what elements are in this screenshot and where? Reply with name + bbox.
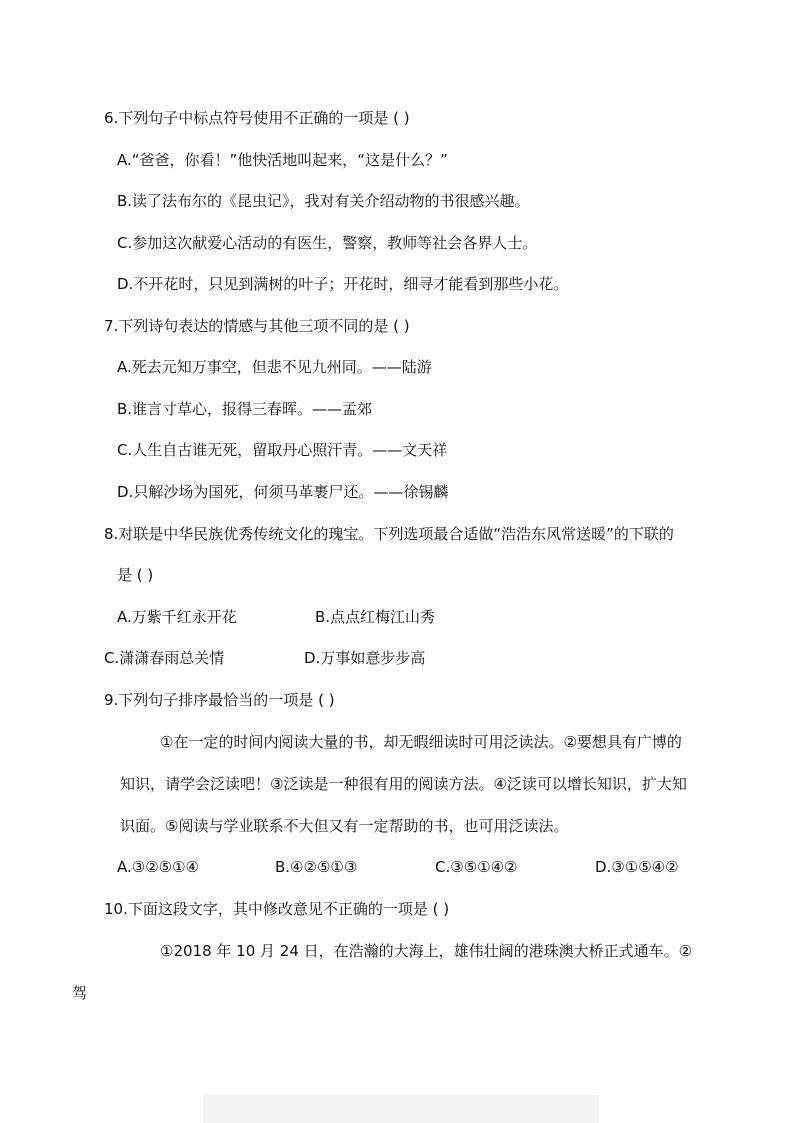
question-9-option-d: D.③①⑤④② <box>595 858 679 876</box>
question-7-option-d: D.只解沙场为国死，何须马革裹尸还。——徐锡麟 <box>117 483 449 501</box>
question-9-option-c: C.③⑤①④② <box>435 858 518 876</box>
question-9-passage-line-3: 识面。⑤阅读与学业联系不大但又有一定帮助的书，也可用泛读法。 <box>120 817 569 835</box>
question-7-option-c: C.人生自古谁无死，留取丹心照汗青。——文天祥 <box>117 441 448 459</box>
question-6-option-d: D.不开花时，只见到满树的叶子；开花时，细寻才能看到那些小花。 <box>117 275 569 293</box>
question-6-option-a: A.“爸爸，你看！”他快活地叫起来，“这是什么？” <box>117 151 448 169</box>
question-6-option-b: B.读了法布尔的《昆虫记》，我对有关介绍动物的书很感兴趣。 <box>117 192 530 210</box>
question-10-stem: 10.下面这段文字，其中修改意见不正确的一项是 ( ) <box>104 900 450 918</box>
question-6-stem: 6.下列句子中标点符号使用不正确的一项是 ( ) <box>104 109 410 127</box>
question-10-passage-line-2: 驾 <box>72 984 88 1002</box>
question-7-option-b: B.谁言寸草心，报得三春晖。——孟郊 <box>117 400 373 418</box>
question-8-stem-continued: 是 ( ) <box>117 566 154 584</box>
question-8-option-c: C.潇潇春雨总关情 <box>104 649 225 667</box>
question-9-option-b: B.④②⑤①③ <box>275 858 358 876</box>
question-8-stem: 8.对联是中华民族优秀传统文化的瑰宝。下列选项最合适做“浩浩东风常送暖”的下联的 <box>104 525 674 543</box>
question-8-option-d: D.万事如意步步高 <box>304 649 426 667</box>
question-8-option-a: A.万紫千红永开花 <box>117 608 237 626</box>
question-8-option-b: B.点点红梅江山秀 <box>315 608 436 626</box>
question-9-passage-line-2: 知识，请学会泛读吧！③泛读是一种很有用的阅读方法。④泛读可以增长知识，扩大知 <box>120 775 687 793</box>
question-6-option-c: C.参加这次献爱心活动的有医生，警察，教师等社会各界人士。 <box>117 234 538 252</box>
question-9-stem: 9.下列句子排序最恰当的一项是 ( ) <box>104 691 335 709</box>
question-7-stem: 7.下列诗句表达的情感与其他三项不同的是 ( ) <box>104 317 410 335</box>
question-9-option-a: A.③②⑤①④ <box>117 858 200 876</box>
question-7-option-a: A.死去元知万事空，但悲不见九州同。——陆游 <box>117 358 432 376</box>
question-9-passage-line-1: ①在一定的时间内阅读大量的书，却无暇细读时可用泛读法。②要想具有广博的 <box>160 733 682 751</box>
question-10-passage-line-1: ①2018 年 10 月 24 日，在浩瀚的大海上，雄伟壮阔的港珠澳大桥正式通车。② <box>160 942 693 960</box>
footer-bar <box>203 1095 599 1123</box>
